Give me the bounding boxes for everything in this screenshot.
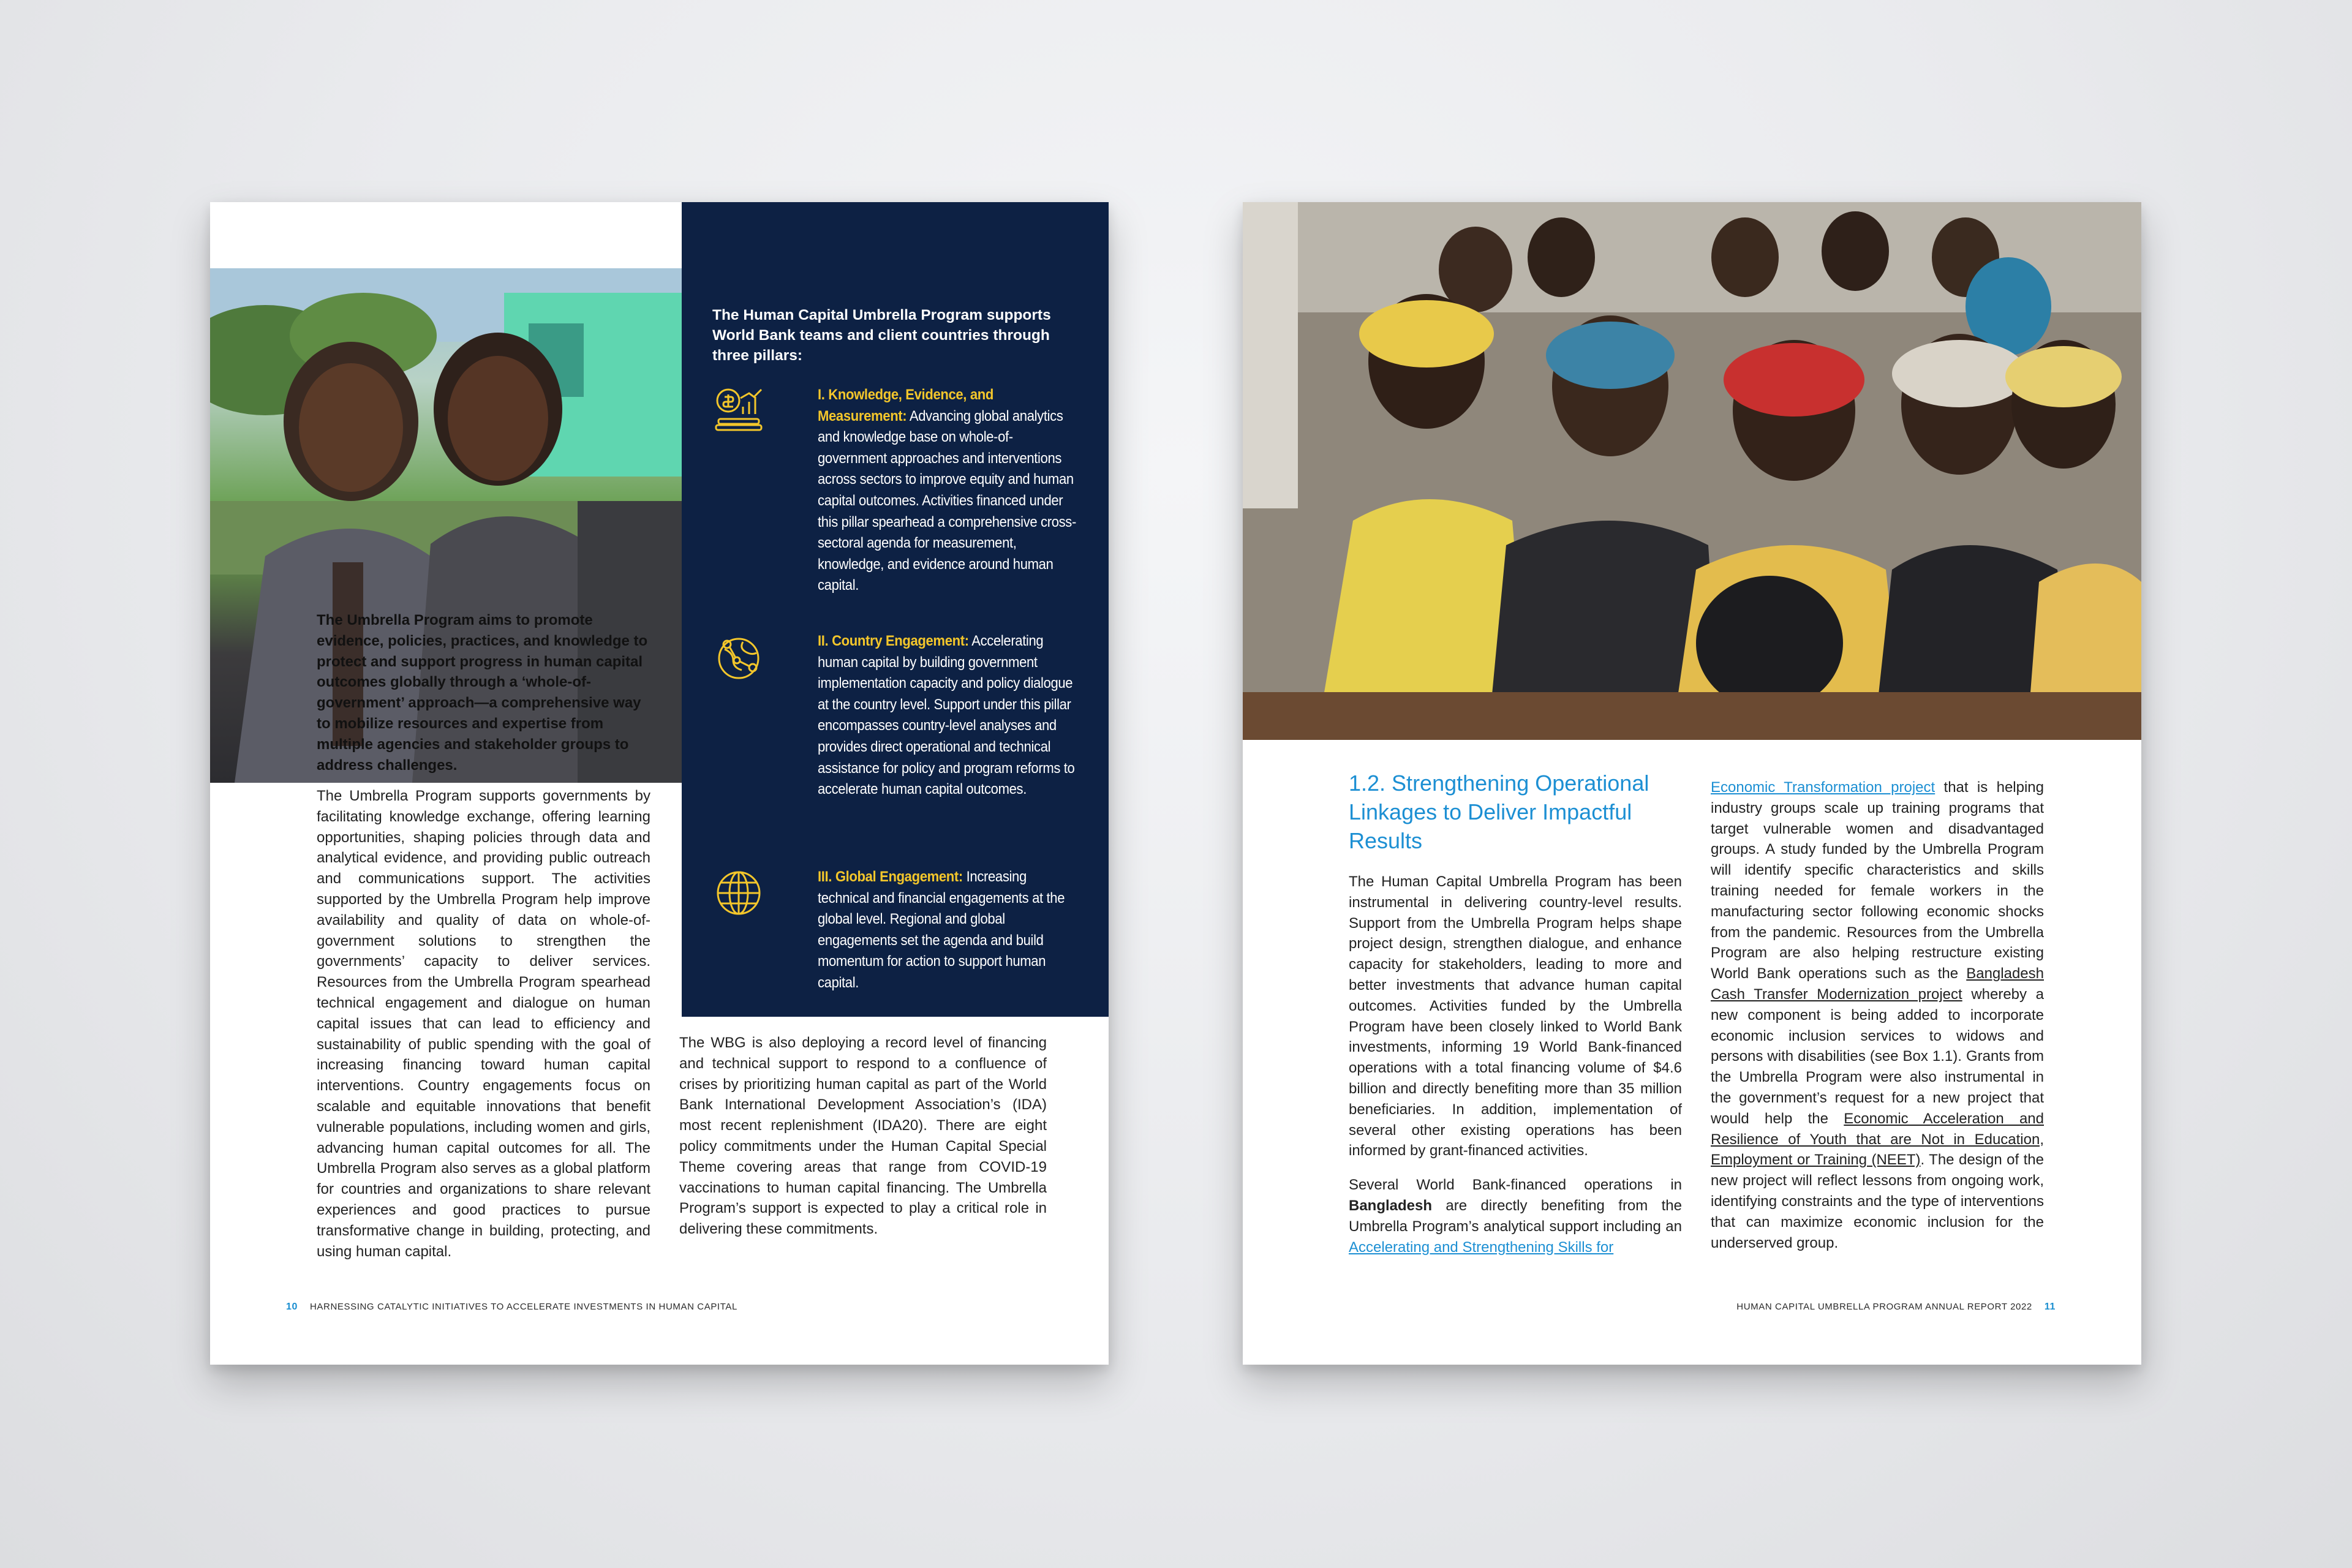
link-neet-project[interactable]: Economic Acceleration and Resilience of Youth that are Not in Education, Employment or Training (NEET) bbox=[1711, 1110, 2044, 1169]
money-chart-icon bbox=[712, 385, 765, 437]
pillars-intro: The Human Capital Umbrella Program supports World Bank teams and client countries through three pillars: bbox=[712, 307, 1051, 364]
link-cash-transfer[interactable]: Bangladesh Cash Transfer Modernization project bbox=[1711, 965, 2044, 1003]
globe-network-icon bbox=[712, 631, 765, 684]
paragraph-projects: Economic Transformation project that is helping industry groups scale up training programs that target vulnerable women and disadvantaged groups. A study funded by the Umbrella Program will identify specific characteristics and skills training needed for female workers in the manufacturing sector following economic shocks from the pandemic. Resources from the Umbrella Program are also helping restructure existing World Bank operations such as the Bangladesh Cash Transfer Modernization project whereby a new component is being added to incorporate economic inclusion services to widows and persons with disabilities (see Box 1.1). Grants from the Umbrella Program were also instrumental in the government’s request for a new project that would help the Economic Acceleration and Resilience of Youth that are Not in Education, Employment or Training (NEET). The design of the new project will reflect lessons from ongoing work, identifying constraints and the type of interventions that can maximize economic inclusion for the underserved group. bbox=[1711, 779, 2045, 1251]
pillar-1-text: I. Knowledge, Evidence, and Measurement: Advancing global analytics and knowledge base on whole-of-government approaches and interventions across sectors to improve equity and human capital outcomes. Activities financed under this pillar spearhead a comprehensive cross-sectoral agenda for measurement, knowledge, and evidence around human capital. bbox=[818, 386, 1076, 594]
page-number: 11 bbox=[2044, 1302, 2056, 1312]
page-number: 10 bbox=[286, 1302, 298, 1312]
page-footer-left bbox=[286, 1302, 737, 1313]
paragraph-bangladesh: Several World Bank-financed operations in Bangladesh are directly benefiting from the Umbrella Program’s analytical support including an Accelerating and Strengthening Skills for bbox=[1349, 1177, 1682, 1256]
section-title: 1.2. Strengthening Operational Linkages to Deliver Impactful Results bbox=[1349, 771, 1649, 853]
right-column-2 bbox=[1711, 777, 2044, 1267]
page-footer-right bbox=[1736, 1302, 2056, 1313]
footer-title: HUMAN CAPITAL UMBRELLA PROGRAM ANNUAL REPORT 2022 bbox=[1736, 1302, 2032, 1312]
pillar-2-text: II. Country Engagement: Accelerating human capital by building government implementation capacity and policy dialogue at the country level. Support under this pillar encompasses country-level analyses and provides direct operational and technical assistance for policy and program reforms to accelerate human capital outcomes. bbox=[818, 633, 1075, 798]
lead-paragraph: The Umbrella Program aims to promote evidence, policies, practices, and knowledge to protect and support progress in human capital outcomes globally through a ‘whole-of-government’ approach—a comprehensive way to mobilize resources and expertise from multiple agencies and stakeholder groups to address challenges. bbox=[317, 612, 648, 774]
body-paragraph-left: The Umbrella Program supports governments by facilitating knowledge exchange, offering learning opportunities, shaping policies through data and analytical evidence, and providing public outreach and communications support. The activities supported by the Umbrella Program help improve availability and quality of data on whole-of-government solutions to strengthen the governments’ capacity to deliver services. Resources from the Umbrella Program spearhead technical engagement and dialogue on human capital issues that can lead to efficiency and sustainability of public spending with the goal of increasing financing toward human capital interventions. Country engagements focus on scalable and equitable innovations that benefit vulnerable populations, including women and girls, advancing human capital outcomes for all. The Umbrella Program also serves as a global platform for countries and organizations to share relevant experiences and good practices to pursue transformative change in building, protecting, and using human capital. bbox=[317, 788, 650, 1260]
footer-title: HARNESSING CATALYTIC INITIATIVES TO ACCELERATE INVESTMENTS IN HUMAN CAPITAL bbox=[310, 1302, 737, 1312]
pillar-3-text: III. Global Engagement: Increasing technical and financial engagements at the global level. Regional and global engagements set the agenda and build momentum for action to support human capital. bbox=[818, 869, 1065, 991]
paragraph-country-results: The Human Capital Umbrella Program has been instrumental in delivering country-level results. Support from the Umbrella Program helps shape project design, strengthen dialogue, and enhance capacity for stakeholders, leading to more and better investments that advance human capital outcomes. Activities funded by the Umbrella Program have been closely linked to World Bank investments, informing 19 World Bank-financed operations with a total financing volume of $4.6 billion and directly benefiting more than 35 million beneficiaries. In addition, implementation of several other existing operations has been informed by grant-financed activities. bbox=[1349, 873, 1682, 1159]
link-accelerating-skills[interactable]: Accelerating and Strengthening Skills for bbox=[1349, 1238, 1614, 1256]
pillars-panel bbox=[682, 202, 1109, 1017]
report-page-left bbox=[210, 202, 1109, 1365]
link-economic-transformation[interactable]: Economic Transformation project bbox=[1711, 779, 1936, 796]
globe-icon bbox=[712, 867, 765, 919]
body-paragraph-right: The WBG is also deploying a record level of financing and technical support to respond to a confluence of crises by prioritizing human capital as part of the World Bank International Development Association’s (IDA) most recent replenishment (IDA20). There are eight policy commitments under the Human Capital Special Theme covering areas that range from COVID-19 vaccinations to human capital financing. The Umbrella Program’s support is expected to play a critical role in delivering these commitments. bbox=[679, 1035, 1047, 1238]
photo-group-of-girls bbox=[1243, 202, 2141, 740]
right-column-1 bbox=[1349, 872, 1682, 1271]
report-page-right bbox=[1243, 202, 2141, 1365]
